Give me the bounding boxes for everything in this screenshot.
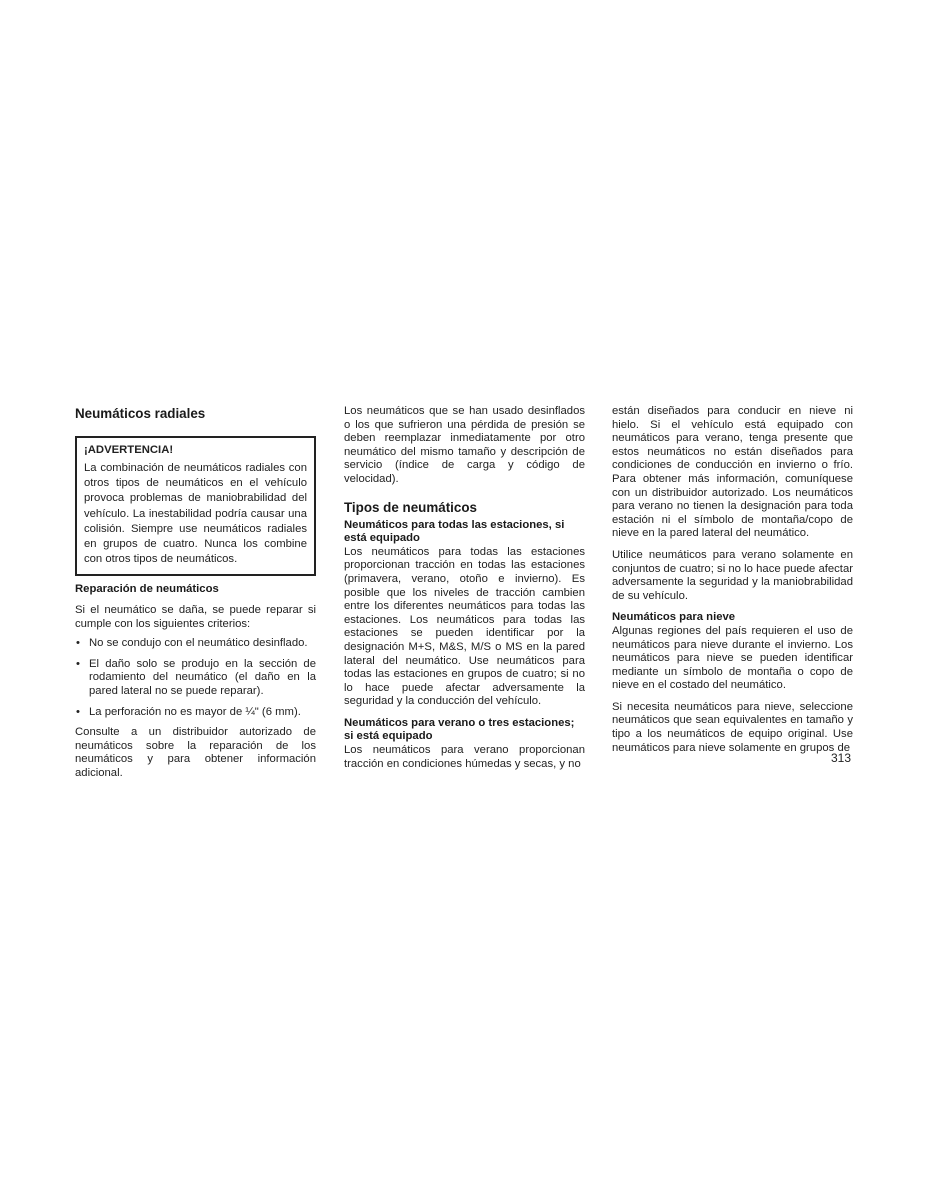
section-heading-radial-tires: Neumáticos radiales	[75, 406, 206, 421]
list-item: • El daño solo se produjo en la sección de rodamiento del neumático (el daño en la pared lateral no se puede reparar).	[76, 657, 316, 697]
repair-criteria-list	[75, 637, 316, 719]
summer-advice: Utilice neumáticos para verano solamente en conjuntos de cuatro; si no lo hace puede afectar adversamente la seguridad y la maniobrabilidad de su vehículo.	[612, 548, 853, 602]
subheading-tire-repair: Reparación de neumáticos	[75, 583, 219, 596]
bullet-icon: •	[76, 705, 80, 718]
warning-text: La combinación de neumáticos radiales con otros tipos de neumáticos en el vehículo provoca problemas de maniobrabilidad del vehículo. La inestabilidad podría causar una colisión. Siempre use neumáticos radiales en grupos de cuatro. Nunca los combine con otros tipos de neumáticos.	[84, 462, 307, 566]
list-item: • La perforación no es mayor de ¼" (6 mm).	[76, 705, 301, 718]
subheading-snow: Neumáticos para nieve	[612, 611, 736, 624]
warning-title: ¡ADVERTENCIA!	[84, 444, 174, 456]
warning-box	[75, 436, 316, 576]
list-item: • No se condujo con el neumático desinflado.	[76, 637, 308, 650]
column-left	[75, 405, 316, 781]
bullet-icon: •	[76, 657, 80, 670]
summer-continued: están diseñados para conducir en nieve ni hielo. Si el vehículo está equipado con neumáticos para verano, tenga presente que estos neumáticos no están diseñados para condiciones de conducción en invierno o frío. Para obtener más información, comuníquese con un distribuidor autorizado. Los neumáticos para verano no tienen la designación para toda estación ni el símbolo de montaña/copo de nieve en la pared lateral del neumático.	[612, 405, 853, 540]
replacement-paragraph: Los neumáticos que se han usado desinflados o los que sufrieron una pérdida de presión se deben reemplazar inmediatamente por otro neumático del mismo tamaño y descripción de servicio (índice de carga y código de velocidad).	[344, 405, 585, 485]
snow-advice: Si necesita neumáticos para nieve, seleccione neumáticos que sean equivalentes en tamaño y tipo a los neumáticos de equipo original. Use neumáticos para nieve solamente en grupos de	[612, 700, 853, 754]
summer-text: Los neumáticos para verano proporcionan tracción en condiciones húmedas y secas, y no	[344, 744, 585, 770]
repair-intro: Si el neumático se daña, se puede reparar si cumple con los siguientes criterios:	[75, 604, 316, 630]
subheading-summer: Neumáticos para verano o tres estaciones; si está equipado	[344, 716, 575, 743]
repair-outro: Consulte a un distribuidor autorizado de neumáticos sobre la reparación de los neumáticos y para obtener información adicional.	[75, 726, 316, 779]
all-season-text: Los neumáticos para todas las estaciones proporcionan tracción en todas las estaciones (primavera, verano, otoño e invierno). Es posible que los niveles de tracción cambien entre los diferentes neumáticos para todas las estaciones. Los neumáticos para todas las estaciones se pueden identificar por la designación M+S, M&S, M/S o MS en la pared lateral del neumático. Use neumáticos para todas las estaciones en grupos de cuatro; si no lo hace puede afectar adversamente la seguridad y la conducción del vehículo.	[344, 545, 585, 708]
subheading-all-season: Neumáticos para todas las estaciones, si está equipado	[344, 518, 565, 545]
column-right	[612, 405, 853, 755]
column-middle	[344, 405, 585, 771]
section-heading-tire-types: Tipos de neumáticos	[344, 499, 477, 515]
bullet-icon: •	[76, 637, 80, 650]
snow-text: Algunas regiones del país requieren el uso de neumáticos para nieve durante el invierno. Los neumáticos para nieve se pueden identificar mediante un símbolo de montaña o copo de nieve en el costado del neumático.	[612, 624, 853, 692]
page-number: 313	[831, 751, 852, 765]
